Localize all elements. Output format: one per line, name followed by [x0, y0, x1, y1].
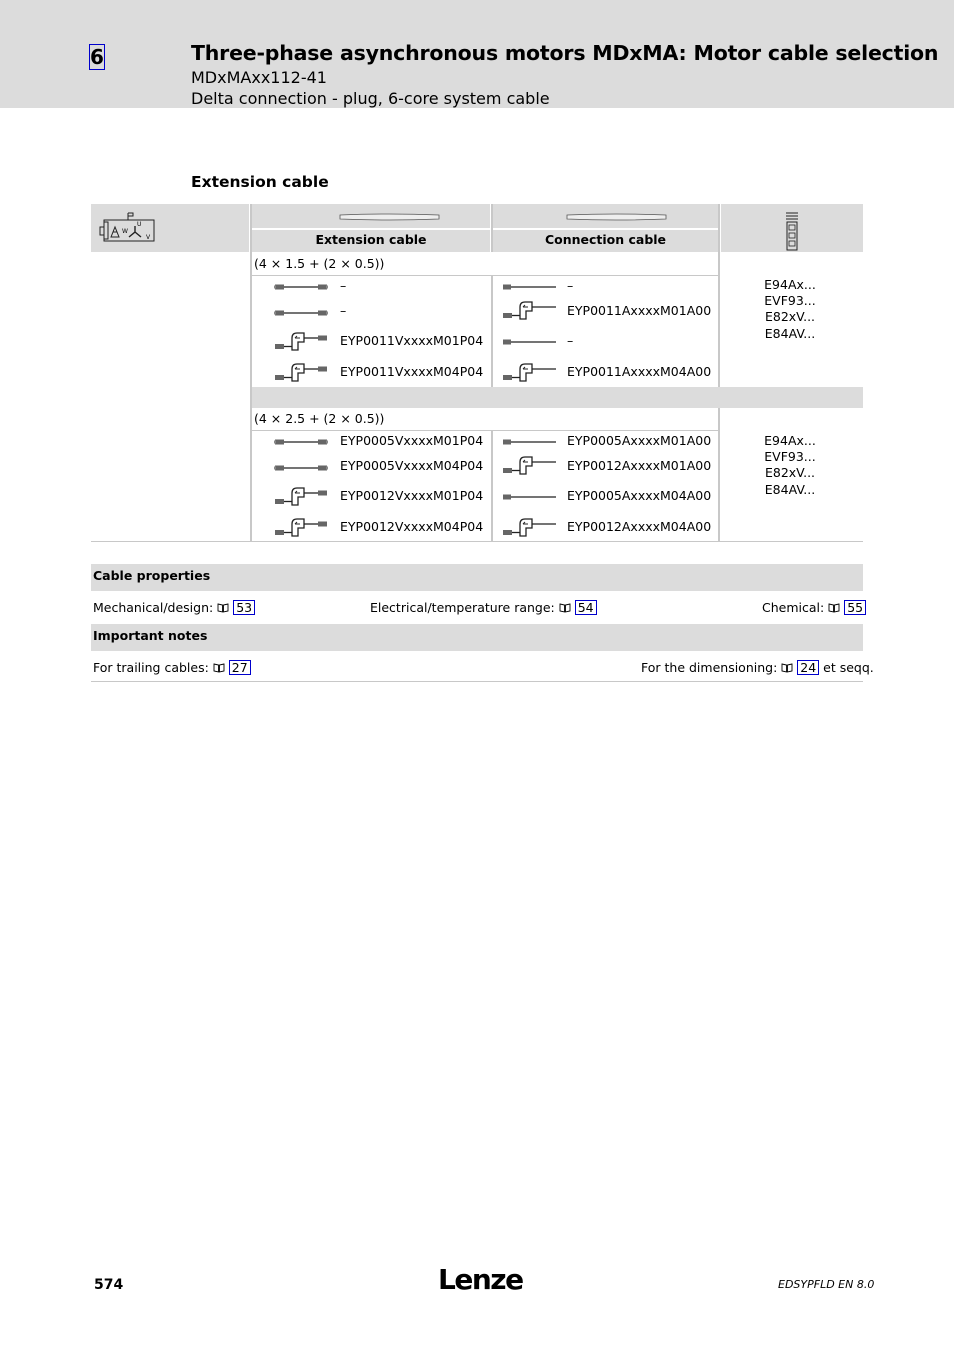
group-1-cross-section: (4 × 1.5 + (2 × 0.5)) [254, 256, 385, 271]
cable-extension-straight-icon [274, 307, 328, 319]
book-icon [781, 663, 793, 673]
group-1-drive-3: E82xV... [764, 309, 816, 324]
trailing-cables-page-link[interactable]: 27 [229, 660, 251, 675]
document-id: EDSYPFLD EN 8.0 [778, 1278, 875, 1291]
electrical-temp-ref [370, 600, 597, 616]
book-icon [559, 603, 571, 613]
col-header-connection: Connection cable [544, 232, 667, 247]
cable-connection-angled-icon [502, 516, 556, 540]
dimensioning-page-link[interactable]: 24 [797, 660, 819, 675]
chemical-page-link[interactable]: 55 [844, 600, 866, 615]
electrical-temp-page-link[interactable]: 54 [575, 600, 597, 615]
motor-icon-label-w: W [122, 228, 128, 235]
group-2-row-1-ext: EYP0005VxxxxM01P04 [340, 433, 484, 448]
section-heading: Extension cable [191, 173, 329, 191]
group-1-row-3-conn: – [567, 333, 574, 348]
page-subtitle-model: MDxMAxx112-41 [191, 68, 327, 87]
group-2-row-4-ext: EYP0012VxxxxM04P04 [340, 519, 484, 534]
group-1-drive-2: EVF93... [764, 293, 816, 308]
motor-icon [99, 212, 157, 244]
trailing-cables-label: For trailing cables: [93, 660, 209, 675]
dimensioning-label: For the dimensioning: [641, 660, 778, 675]
group-1-row-3-ext: EYP0011VxxxxM01P04 [340, 333, 484, 348]
lenze-logo: Lenze [438, 1263, 523, 1296]
motor-icon-label-u: U [137, 221, 142, 228]
group-1-row-1-conn: – [567, 278, 574, 293]
group-2-row-3-ext: EYP0012VxxxxM01P04 [340, 488, 484, 503]
page-title: Three-phase asynchronous motors MDxMA: Motor cable selection [191, 41, 939, 65]
group-2-row-2-ext: EYP0005VxxxxM04P04 [340, 458, 484, 473]
cable-extension-angled-icon [274, 485, 328, 509]
col-header-extension: Extension cable [315, 232, 427, 247]
motor-icon-label-v: V [146, 234, 151, 241]
electrical-temp-label: Electrical/temperature range: [370, 600, 555, 615]
cable-connection-straight-icon [502, 336, 556, 348]
group-2-row-4-conn: EYP0012AxxxxM04A00 [567, 519, 712, 534]
trailing-cables-ref [93, 660, 251, 676]
group-2-row-2-conn: EYP0012AxxxxM01A00 [567, 458, 712, 473]
cable-properties-heading: Cable properties [93, 568, 211, 583]
connection-cable-icon [566, 213, 667, 221]
group-2-row-1-conn: EYP0005AxxxxM01A00 [567, 433, 712, 448]
extension-cable-icon [339, 213, 440, 221]
book-icon [217, 603, 229, 613]
cable-connection-straight-icon [502, 436, 556, 448]
cable-connection-angled-icon [502, 299, 556, 323]
group-2-row-3-conn: EYP0005AxxxxM04A00 [567, 488, 712, 503]
cable-extension-angled-icon [274, 516, 328, 540]
group-1-row-2-ext: – [340, 303, 347, 318]
dimensioning-suffix: et seqq. [823, 660, 874, 675]
book-icon [213, 663, 225, 673]
group-2-drive-4: E84AV... [764, 482, 816, 497]
dimensioning-ref [641, 660, 874, 676]
chemical-ref [762, 600, 866, 616]
cable-extension-straight-icon [274, 462, 328, 474]
drive-controller-icon [784, 211, 800, 252]
cable-extension-straight-icon [274, 436, 328, 448]
chapter-number-link[interactable]: 6 [90, 45, 104, 69]
group-1-row-4-conn: EYP0011AxxxxM04A00 [567, 364, 712, 379]
group-2-drive-3: E82xV... [764, 465, 816, 480]
cable-connection-angled-icon [502, 454, 556, 478]
chemical-label: Chemical: [762, 600, 825, 615]
group-2-cross-section: (4 × 2.5 + (2 × 0.5)) [254, 411, 385, 426]
page-subtitle-connection: Delta connection - plug, 6-core system cable [191, 89, 550, 108]
group-1-row-2-conn: EYP0011AxxxxM01A00 [567, 303, 712, 318]
group-2-drive-2: EVF93... [764, 449, 816, 464]
cable-connection-angled-icon [502, 361, 556, 385]
group-1-row-4-ext: EYP0011VxxxxM04P04 [340, 364, 484, 379]
cable-connection-straight-icon [502, 491, 556, 503]
important-notes-heading: Important notes [93, 628, 208, 643]
mechanical-design-ref [93, 600, 255, 616]
cable-extension-angled-icon [274, 361, 328, 385]
group-separator [252, 387, 863, 408]
page-number: 574 [94, 1277, 124, 1293]
book-icon [828, 603, 840, 613]
mechanical-design-label: Mechanical/design: [93, 600, 214, 615]
group-2-drive-1: E94Ax... [764, 433, 816, 448]
cable-extension-straight-icon [274, 281, 328, 293]
cable-extension-angled-icon [274, 330, 328, 354]
cable-connection-straight-icon [502, 281, 556, 293]
group-1-drive-1: E94Ax... [764, 277, 816, 292]
group-1-drive-4: E84AV... [764, 326, 816, 341]
group-1-row-1-ext: – [340, 278, 347, 293]
mechanical-design-page-link[interactable]: 53 [233, 600, 255, 615]
